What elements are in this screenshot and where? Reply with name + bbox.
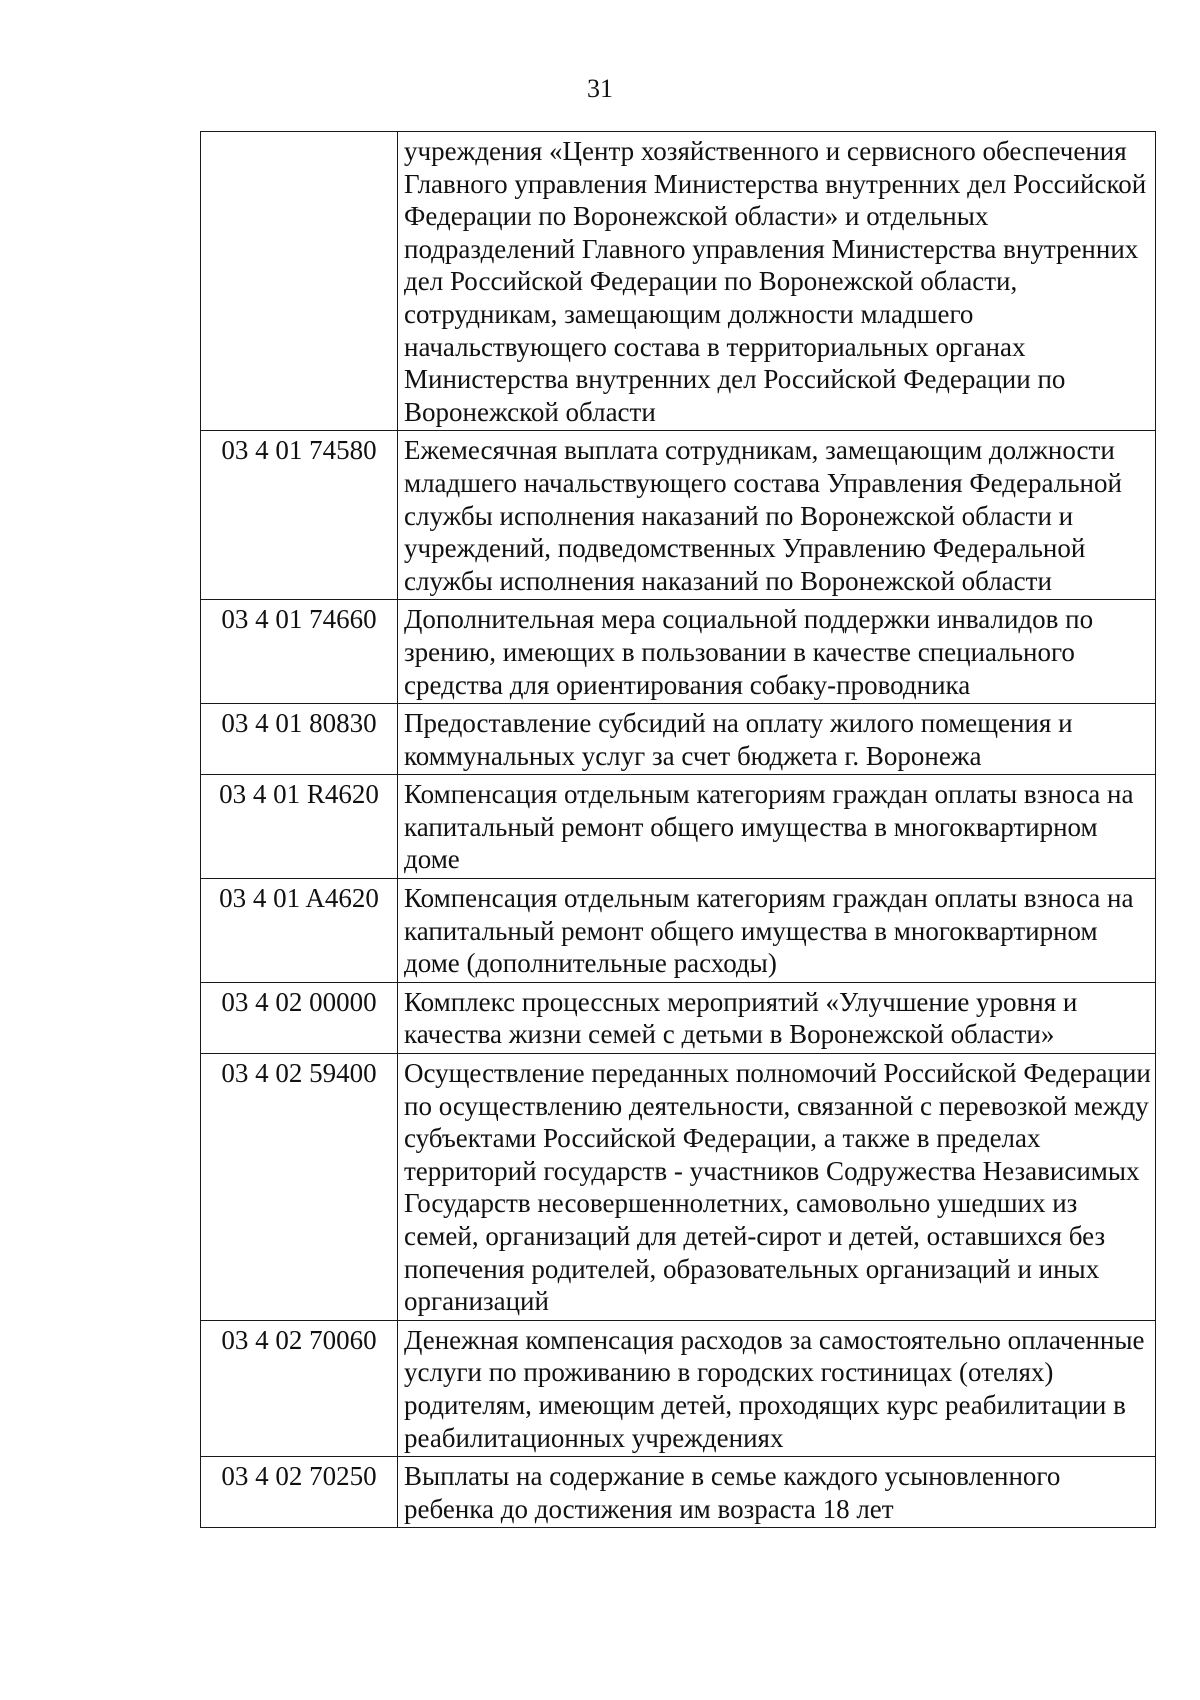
table-row — [201, 982, 1156, 1053]
row-code: 03 4 02 70060 — [201, 1320, 398, 1456]
row-description: Предоставление субсидий на оплату жилого помещения и коммунальных услуг за счет бюджета г. Воронежа — [398, 704, 1156, 775]
table-row — [201, 1320, 1156, 1456]
row-description: Денежная компенсация расходов за самостоятельно оплаченные услуги по проживанию в городских гостиницах (отелях) родителям, имеющим детей, проходящих курс реабилитации в реабилитационных учреждениях — [398, 1320, 1156, 1456]
row-description: учреждения «Центр хозяйственного и сервисного обеспечения Главного управления Министерства внутренних дел Российской Федерации по Воронежской области» и отдельных подразделений Главного управления Министерства внутренних дел Российской Федерации по Воронежской области, сотрудникам, замещающим должности младшего начальствующего состава в территориальных органах Министерства внутренних дел Российской Федерации по Воронежской области — [398, 132, 1156, 431]
row-code: 03 4 01 74660 — [201, 600, 398, 704]
page-number: 31 — [587, 74, 613, 103]
table-row — [201, 132, 1156, 431]
table-row — [201, 600, 1156, 704]
table-row — [201, 775, 1156, 879]
table-row — [201, 1054, 1156, 1321]
table-row — [201, 431, 1156, 600]
row-description: Дополнительная мера социальной поддержки инвалидов по зрению, имеющих в пользовании в качестве специального средства для ориентирования собаку-проводника — [398, 600, 1156, 704]
row-code: 03 4 02 59400 — [201, 1054, 398, 1321]
row-description: Ежемесячная выплата сотрудникам, замещающим должности младшего начальствующего состава Управления Федеральной службы исполнения наказаний по Воронежской области и учреждений, подведомственных Управлению Федеральной службы исполнения наказаний по Воронежской области — [398, 431, 1156, 600]
row-code: 03 4 01 74580 — [201, 431, 398, 600]
table-row — [201, 704, 1156, 775]
row-description: Выплаты на содержание в семье каждого усыновленного ребенка до достижения им возраста 18 лет — [398, 1457, 1156, 1528]
row-code: 03 4 02 70250 — [201, 1457, 398, 1528]
row-description: Комплекс процессных мероприятий «Улучшение уровня и качества жизни семей с детьми в Воронежской области» — [398, 982, 1156, 1053]
row-code: 03 4 01 R4620 — [201, 775, 398, 879]
row-description: Осуществление переданных полномочий Российской Федерации по осуществлению деятельности, связанной с перевозкой между субъектами Российской Федерации, а также в пределах территорий государств - участников Содружества Независимых Государств несовершеннолетних, самовольно ушедших из семей, организаций для детей-сирот и детей, оставшихся без попечения родителей, образовательных организаций и иных организаций — [398, 1054, 1156, 1321]
row-description: Компенсация отдельным категориям граждан оплаты взноса на капитальный ремонт общего имущества в многоквартирном доме (дополнительные расходы) — [398, 879, 1156, 983]
row-code: 03 4 01 A4620 — [201, 879, 398, 983]
table-row — [201, 1457, 1156, 1528]
row-description: Компенсация отдельным категориям граждан оплаты взноса на капитальный ремонт общего имущества в многоквартирном доме — [398, 775, 1156, 879]
row-code — [201, 132, 398, 431]
row-code: 03 4 02 00000 — [201, 982, 398, 1053]
table-row — [201, 879, 1156, 983]
budget-classification-table — [200, 131, 1156, 1528]
row-code: 03 4 01 80830 — [201, 704, 398, 775]
